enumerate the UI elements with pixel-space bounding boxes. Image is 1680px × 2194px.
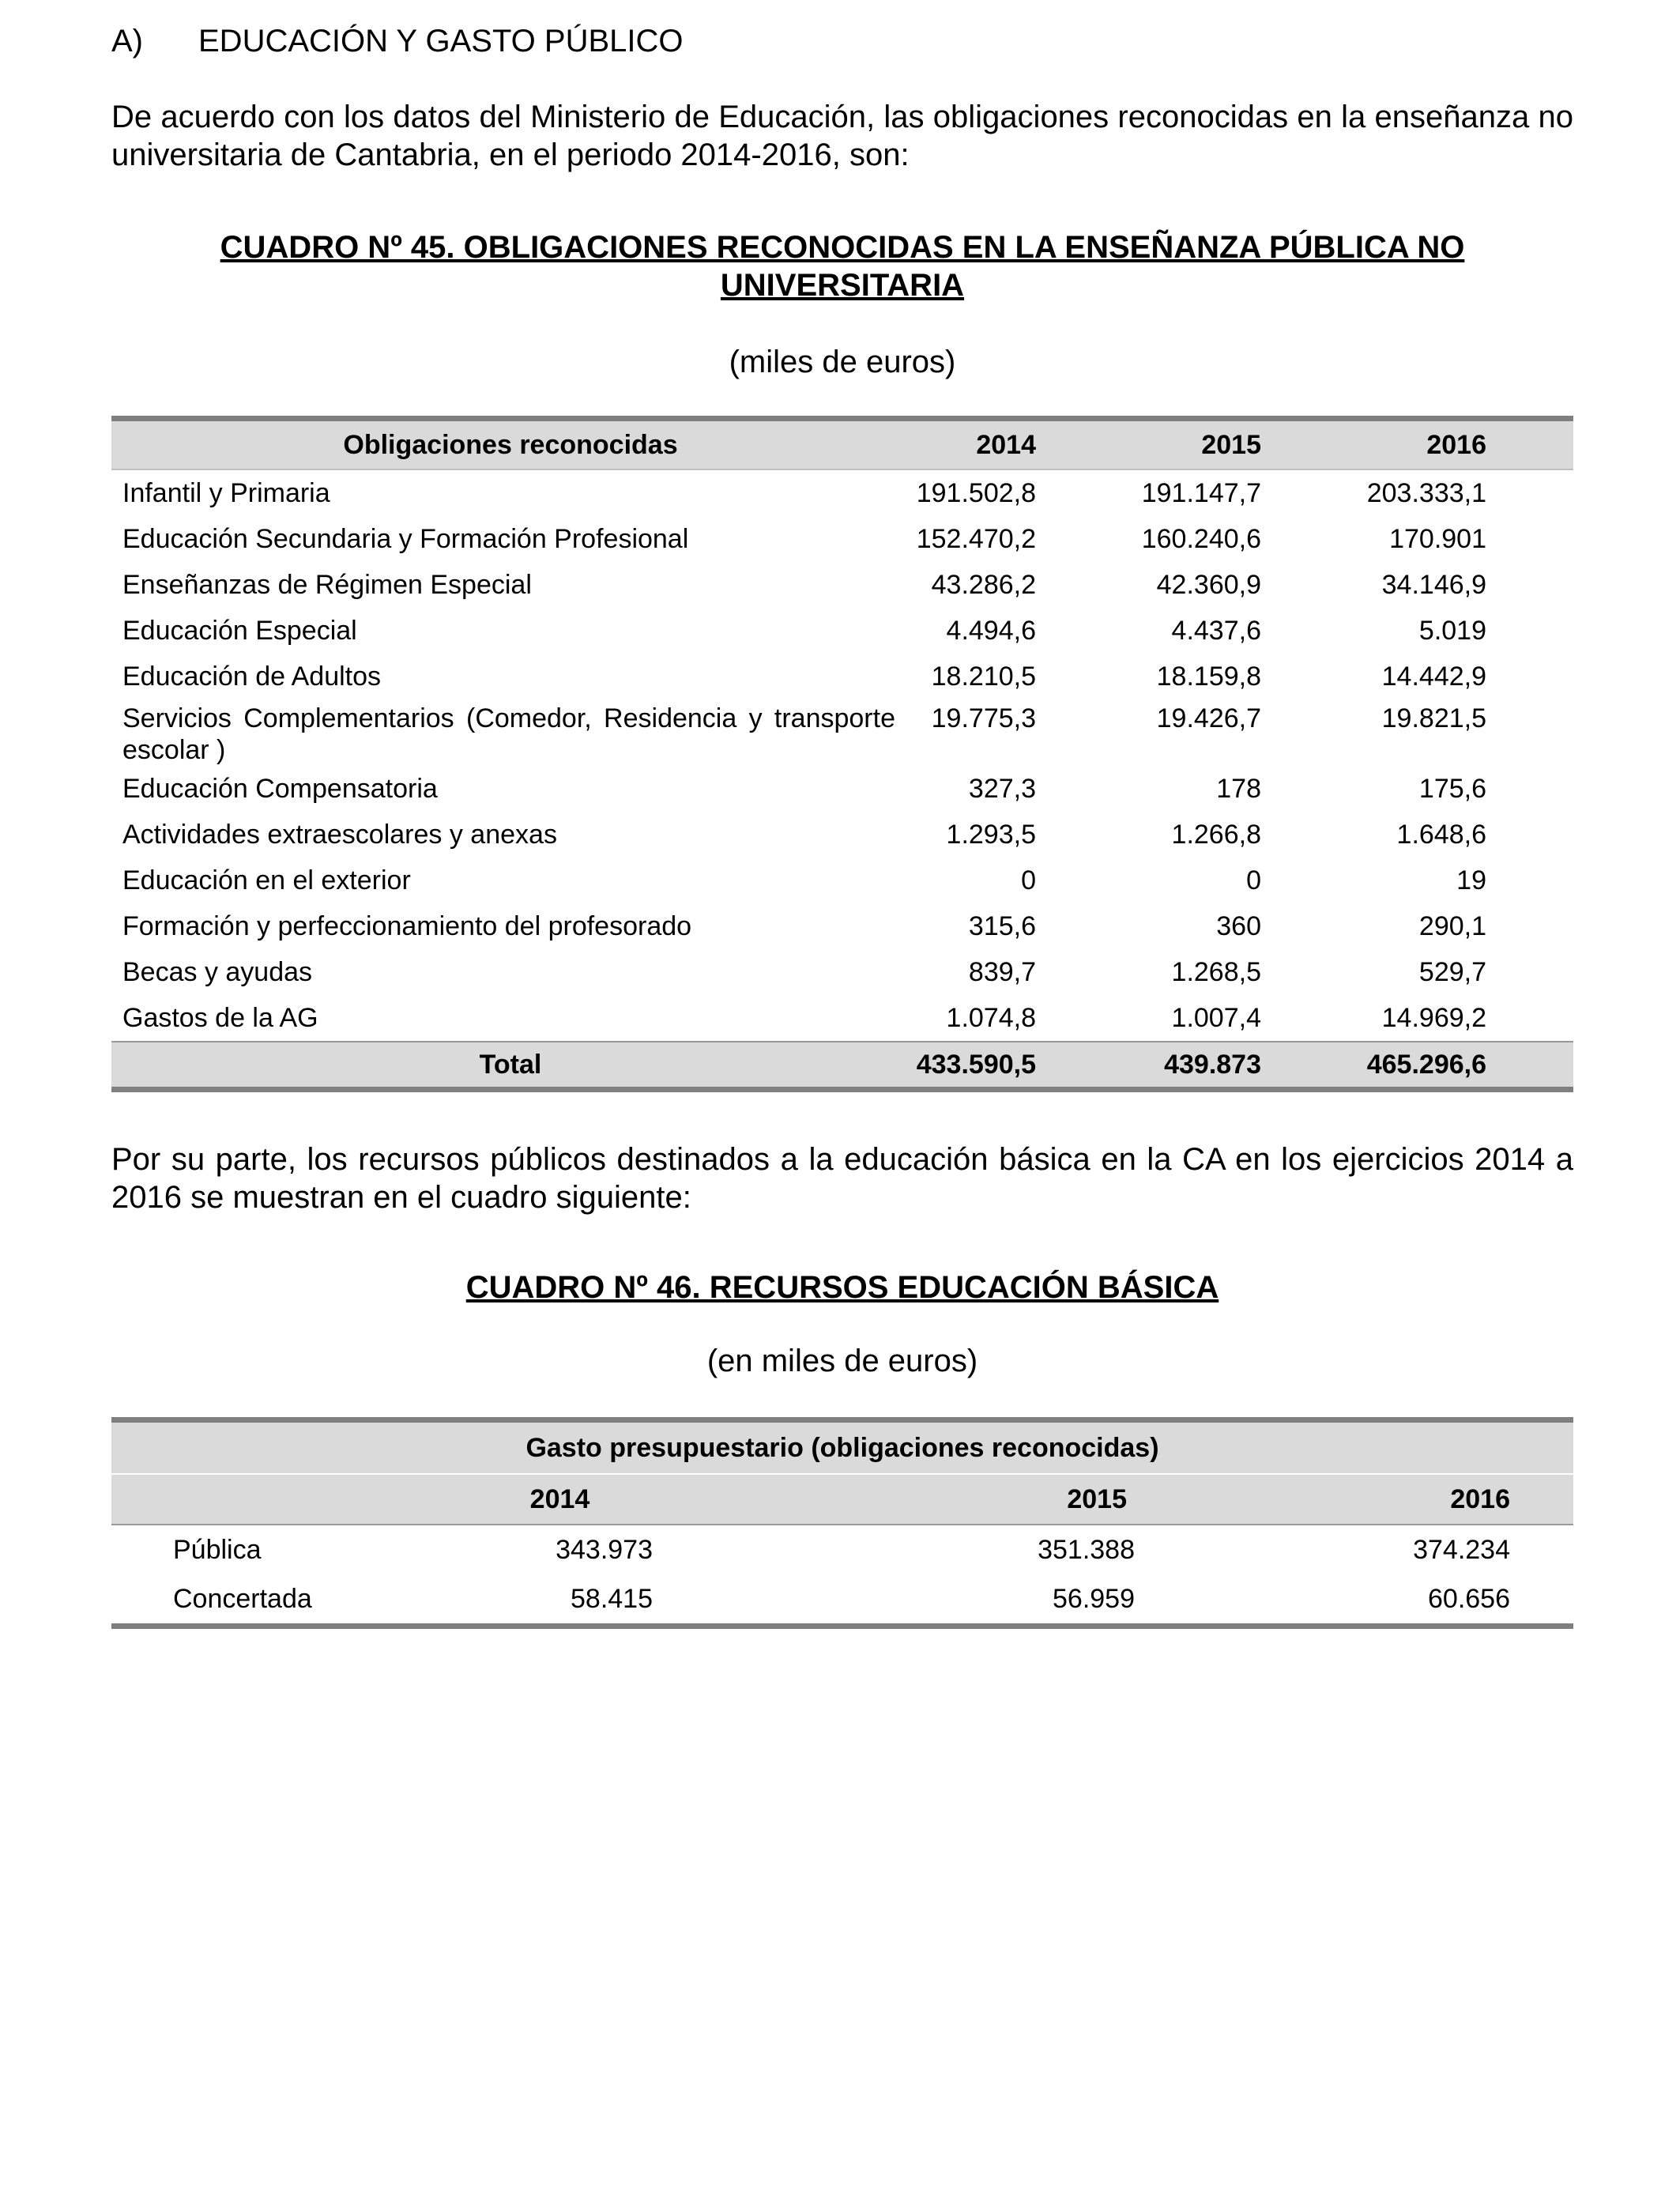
value-2015: 18.159,8 <box>1156 661 1261 692</box>
table45-title-line1: CUADRO Nº 45. OBLIGACIONES RECONOCIDAS EN LA ENSEÑANZA PÚBLICA NO <box>220 230 1465 265</box>
table45-title-line2: UNIVERSITARIA <box>720 268 965 303</box>
value-2014: 43.286,2 <box>931 569 1036 600</box>
intro-paragraph: De acuerdo con los datos del Ministerio de Educación, las obligaciones reconocidas en la enseñanza no universitaria de Cantabria, en el periodo 2014-2016, son: <box>111 100 1573 172</box>
table-row <box>111 995 1573 1042</box>
table46-group-header-row <box>111 1420 1573 1475</box>
value-2014: 343.973 <box>556 1534 653 1565</box>
row-label: Educación de Adultos <box>122 661 382 692</box>
table45-units: (miles de euros) <box>729 345 956 379</box>
value-2016: 5.019 <box>1418 615 1486 646</box>
value-2016: 170.901 <box>1389 523 1486 554</box>
table-row <box>111 949 1573 995</box>
table46-header-blank <box>111 1474 404 1525</box>
table46-group-header: Gasto presupuestario (obligaciones reconocidas) <box>111 1420 1573 1475</box>
table46-header-2015: 2015 <box>716 1474 1198 1525</box>
value-2014: 1.074,8 <box>946 1002 1036 1033</box>
value-2015: 4.437,6 <box>1171 615 1261 646</box>
value-2014: 1.293,5 <box>946 819 1036 850</box>
table-row <box>111 562 1573 608</box>
table46-header-2016: 2016 <box>1198 1474 1573 1525</box>
section-title: EDUCACIÓN Y GASTO PÚBLICO <box>198 24 684 58</box>
value-2014: 58.415 <box>571 1583 653 1614</box>
value-2014: 839,7 <box>968 956 1036 987</box>
row-label: Infantil y Primaria <box>122 477 330 508</box>
total-2014: 433.590,5 <box>910 1042 1123 1090</box>
value-2015: 0 <box>1246 865 1261 895</box>
value-2016: 290,1 <box>1418 910 1486 941</box>
value-2016: 14.442,9 <box>1381 661 1486 692</box>
value-2016: 529,7 <box>1418 956 1486 987</box>
table45-total-row <box>111 1042 1573 1090</box>
table-row <box>111 699 1573 766</box>
value-2015: 160.240,6 <box>1141 523 1261 554</box>
table-row <box>111 1525 1573 1574</box>
table45-title <box>111 228 1573 304</box>
table-row <box>111 812 1573 858</box>
table46-header-2014: 2014 <box>404 1474 716 1525</box>
value-2015: 56.959 <box>1053 1583 1135 1614</box>
value-2014: 315,6 <box>968 910 1036 941</box>
row-label: Educación en el exterior <box>122 865 411 895</box>
table-row <box>111 766 1573 812</box>
row-label: Formación y perfeccionamiento del profesorado <box>122 910 692 941</box>
value-2016: 175,6 <box>1418 773 1486 804</box>
table45-header-2014: 2014 <box>910 419 1123 470</box>
table-row <box>111 903 1573 949</box>
value-2016: 1.648,6 <box>1396 819 1486 850</box>
value-2015: 360 <box>1216 910 1261 941</box>
value-2016: 19 <box>1456 865 1486 895</box>
table45-header-2016: 2016 <box>1348 419 1573 470</box>
total-2015: 439.873 <box>1123 1042 1348 1090</box>
table46-title: CUADRO Nº 46. RECURSOS EDUCACIÓN BÁSICA <box>465 1270 1219 1305</box>
table45-header-2015: 2015 <box>1123 419 1348 470</box>
table-row <box>111 516 1573 562</box>
value-2016: 374.234 <box>1413 1534 1510 1565</box>
table-row <box>111 654 1573 699</box>
row-label: Educación Especial <box>122 615 357 646</box>
value-2015: 19.426,7 <box>1156 703 1261 733</box>
value-2015: 42.360,9 <box>1156 569 1261 600</box>
table46 <box>111 1417 1573 1629</box>
table-row <box>111 1574 1573 1627</box>
table45-header-label: Obligaciones reconocidas <box>111 419 910 470</box>
table46-units: (en miles de euros) <box>706 1344 978 1378</box>
value-2016: 14.969,2 <box>1381 1002 1486 1033</box>
section-heading <box>111 22 684 60</box>
value-2015: 1.266,8 <box>1171 819 1261 850</box>
table45 <box>111 416 1573 1092</box>
second-paragraph: Por su parte, los recursos públicos destinados a la educación básica en la CA en los ejercicios 2014 a 2016 se muestran en el cuadro siguiente: <box>111 1142 1573 1215</box>
value-2016: 60.656 <box>1428 1583 1510 1614</box>
row-label: Actividades extraescolares y anexas <box>122 819 557 850</box>
row-label: Educación Compensatoria <box>122 773 438 804</box>
table-row <box>111 608 1573 654</box>
value-2014: 18.210,5 <box>931 661 1036 692</box>
table45-header-row <box>111 419 1573 470</box>
value-2014: 4.494,6 <box>946 615 1036 646</box>
value-2015: 191.147,7 <box>1141 477 1261 508</box>
total-label: Total <box>111 1042 910 1090</box>
row-label: Becas y ayudas <box>122 956 313 987</box>
row-label: Servicios Complementarios (Comedor, Residencia y transporte escolar ) <box>122 703 895 765</box>
table46-year-header-row <box>111 1474 1573 1525</box>
row-label: Educación Secundaria y Formación Profesional <box>122 523 689 554</box>
total-2016: 465.296,6 <box>1348 1042 1573 1090</box>
section-letter: A) <box>111 24 143 58</box>
value-2014: 191.502,8 <box>916 477 1036 508</box>
value-2016: 34.146,9 <box>1381 569 1486 600</box>
value-2014: 19.775,3 <box>931 703 1036 733</box>
row-label: Gastos de la AG <box>122 1002 318 1033</box>
value-2016: 19.821,5 <box>1381 703 1486 733</box>
row-label: Pública <box>173 1534 262 1565</box>
value-2014: 0 <box>1021 865 1036 895</box>
value-2015: 351.388 <box>1038 1534 1135 1565</box>
row-label: Concertada <box>173 1583 312 1614</box>
row-label: Enseñanzas de Régimen Especial <box>122 569 532 600</box>
value-2016: 203.333,1 <box>1366 477 1486 508</box>
table-row <box>111 469 1573 516</box>
value-2015: 178 <box>1216 773 1261 804</box>
table-row <box>111 858 1573 903</box>
value-2015: 1.007,4 <box>1171 1002 1261 1033</box>
value-2014: 327,3 <box>968 773 1036 804</box>
value-2015: 1.268,5 <box>1171 956 1261 987</box>
value-2014: 152.470,2 <box>916 523 1036 554</box>
